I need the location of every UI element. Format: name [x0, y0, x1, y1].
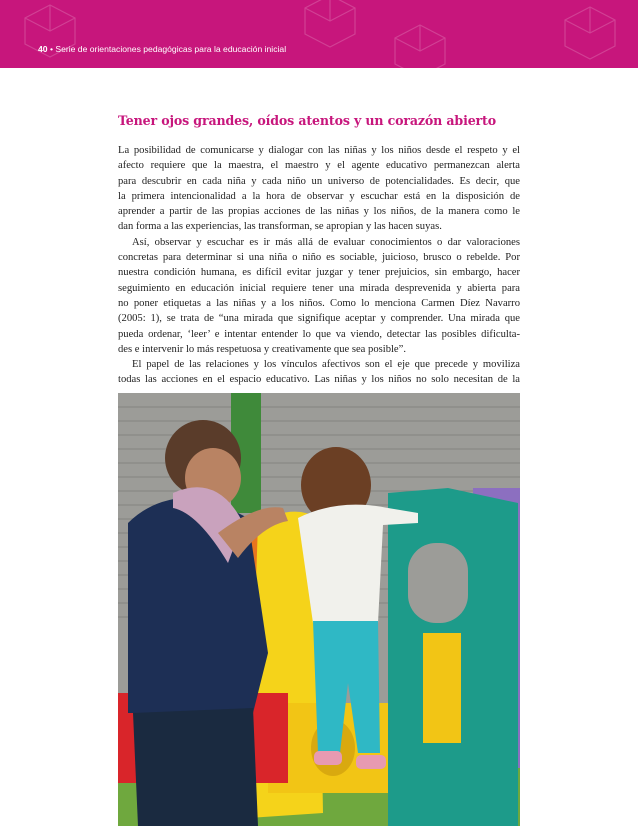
cube-pattern-icon	[300, 0, 360, 50]
text-line: La posibilidad de comunicarse y dialogar con las niñas y los niños desde el respeto y el	[118, 145, 520, 156]
body-text	[118, 143, 520, 388]
text-line: El papel de las relaciones y los vínculos afectivos son el eje que precede y moviliza	[132, 359, 520, 371]
text-line: no poner etiquetas a las niñas y a los niños. Como lo menciona Carmen Díez Navarro	[118, 297, 520, 309]
text-line: concretas para determinar si una niña o niño es sociable, juicioso, brusco o rebelde. Por	[118, 252, 520, 264]
playground-photo	[118, 393, 520, 826]
text-line: seguimiento en educación inicial requiere tener una mirada desprevenida y abierta para	[118, 282, 520, 294]
running-header	[38, 44, 286, 54]
text-line: dan forma a las experiencias, las transforman, se apropian y las hacen suyas.	[118, 221, 442, 233]
text-line: pueda ordenar, ‘leer’ e intentar entender lo que va viendo, detectar las posibles dificulta-	[118, 328, 520, 340]
yellow-handle	[423, 633, 461, 743]
text-line: nuestra condición humana, es difícil evitar juzgar y tener prejuicios, sin embargo, hacer	[118, 267, 520, 279]
text-line: Así, observar y escuchar es ir más allá de evaluar conocimientos o dar valoraciones	[132, 236, 520, 248]
text-line: afecto requiere que la maestra, el maestro y el agente educativo permanezcan alerta	[118, 160, 520, 172]
text-line: para descubrir en cada niña y cada niño un universo de potencialidades. Es decir, que	[118, 175, 520, 187]
child-shoe	[356, 755, 386, 769]
text-line: (2005: 1), se trata de “una mirada que signifique aceptar y comprender. Una mirada que	[118, 313, 520, 325]
text-line: des e intervenir lo más respetuosa y creativamente que sea posible”.	[118, 343, 406, 355]
text-line: la primera intencionalidad a la hora de observar y escuchar está en la disposición de	[118, 190, 520, 202]
teal-window	[408, 543, 468, 623]
header-banner	[0, 0, 638, 68]
section-heading: Tener ojos grandes, oídos atentos y un corazón abierto	[118, 113, 496, 128]
cube-pattern-icon	[390, 20, 450, 68]
header-bullet: •	[49, 44, 53, 54]
text-line: aprender a partir de las propias acciones de las niñas y los niños, de la manera como le	[118, 206, 520, 218]
child-shoe	[314, 751, 342, 765]
cube-pattern-icon	[560, 2, 620, 62]
page-number: 40	[38, 44, 48, 54]
text-line: todas las acciones en el espacio educativo. Las niñas y los niños no solo necesitan de la	[118, 374, 520, 386]
series-title: Serie de orientaciones pedagógicas para la educación inicial	[55, 44, 287, 54]
photo-illustration	[118, 393, 520, 826]
woman-jeans	[133, 708, 258, 826]
